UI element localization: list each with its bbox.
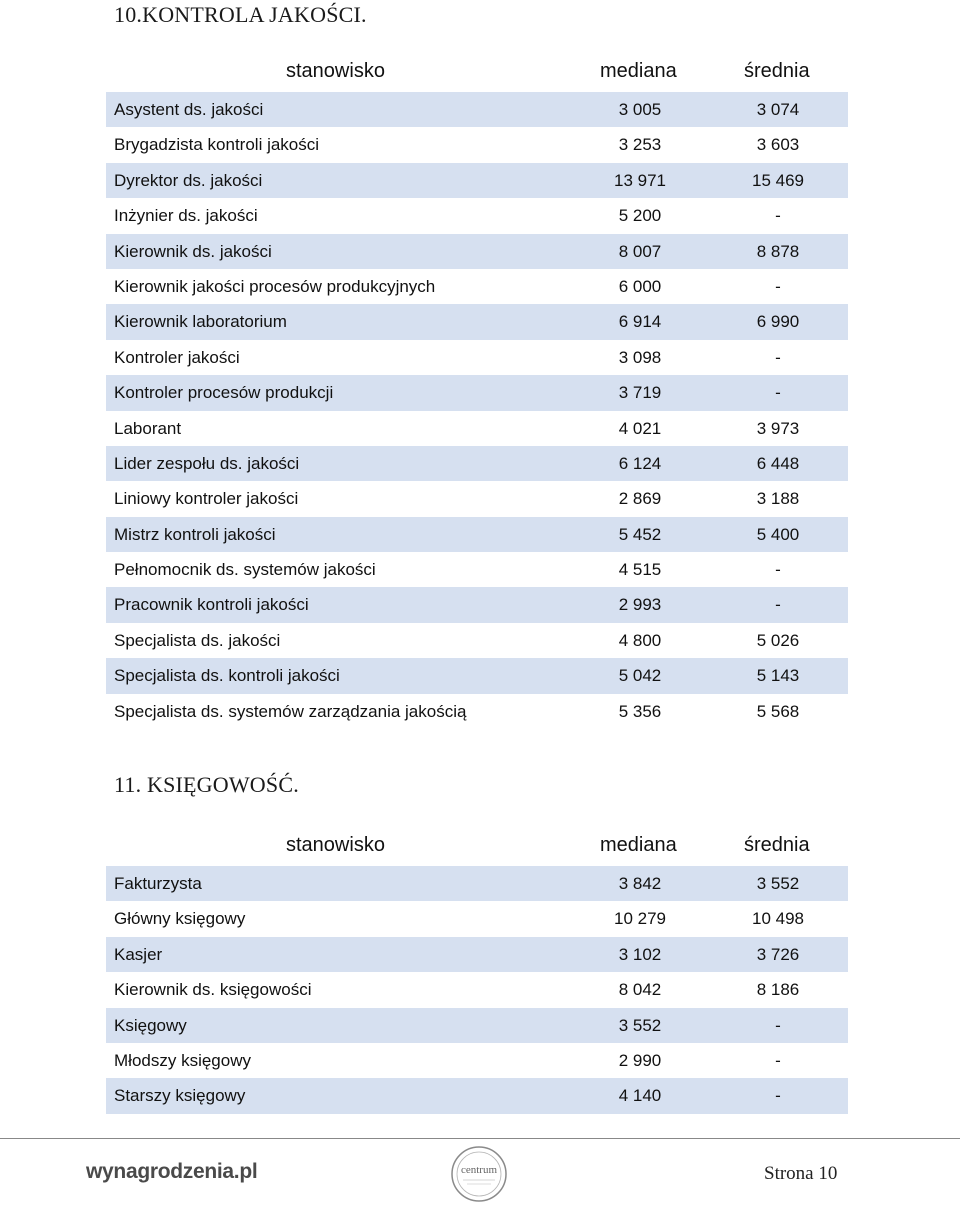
cell-srednia: 3 973 — [756, 418, 800, 438]
cell-mediana: 2 990 — [618, 1050, 662, 1070]
cell-mediana: 2 869 — [618, 489, 662, 509]
table-header — [106, 826, 848, 866]
cell-stanowisko: Kierownik jakości procesów produkcyjnych — [114, 276, 436, 296]
cell-stanowisko: Brygadzista kontroli jakości — [114, 135, 320, 155]
table-row — [106, 234, 848, 269]
cell-srednia: - — [775, 276, 781, 296]
cell-stanowisko: Główny księgowy — [114, 909, 246, 929]
cell-srednia: 3 603 — [756, 135, 800, 155]
table-row — [106, 694, 848, 729]
cell-stanowisko: Pełnomocnik ds. systemów jakości — [114, 560, 376, 580]
table-row — [106, 901, 848, 936]
table-row — [106, 587, 848, 622]
cell-srednia: - — [775, 1086, 781, 1106]
table-row — [106, 658, 848, 693]
cell-srednia: - — [775, 595, 781, 615]
header-srednia: średnia — [744, 60, 810, 82]
header-stanowisko: stanowisko — [286, 60, 385, 82]
cell-srednia: 5 143 — [756, 666, 800, 686]
header-mediana: mediana — [600, 834, 677, 856]
cell-srednia: - — [775, 1050, 781, 1070]
header-mediana: mediana — [600, 60, 677, 82]
table-row — [106, 127, 848, 162]
cell-srednia: - — [775, 206, 781, 226]
cell-srednia: 10 498 — [752, 909, 804, 929]
table-row — [106, 937, 848, 972]
cell-stanowisko: Dyrektor ds. jakości — [114, 170, 263, 190]
table-row — [106, 269, 848, 304]
table-row — [106, 1008, 848, 1043]
cell-mediana: 4 515 — [618, 560, 662, 580]
cell-stanowisko: Kierownik ds. księgowości — [114, 980, 312, 1000]
cell-stanowisko: Pracownik kontroli jakości — [114, 595, 309, 615]
section-title-ksiegowosc: 11. KSIĘGOWOŚĆ. — [114, 772, 299, 797]
cell-srednia: - — [775, 347, 781, 367]
page-number: Strona 10 — [764, 1163, 838, 1184]
header-srednia: średnia — [744, 834, 810, 856]
cell-srednia: 3 552 — [756, 874, 800, 893]
cell-mediana: 5 356 — [618, 701, 662, 721]
cell-srednia: 5 400 — [756, 524, 800, 544]
cell-stanowisko: Specjalista ds. kontroli jakości — [114, 666, 340, 686]
cell-mediana: 3 005 — [618, 100, 662, 119]
cell-mediana: 4 800 — [618, 630, 662, 650]
cell-mediana: 2 993 — [618, 595, 662, 615]
cell-mediana: 3 552 — [618, 1015, 662, 1035]
table-body — [106, 92, 848, 729]
cell-stanowisko: Mistrz kontroli jakości — [114, 524, 276, 544]
table-row — [106, 517, 848, 552]
table-header — [106, 52, 848, 92]
table-row — [106, 1043, 848, 1078]
cell-srednia: 6 448 — [756, 453, 800, 473]
cell-srednia: 5 026 — [756, 630, 800, 650]
footer-divider — [0, 1138, 960, 1139]
centrum-logo-icon — [449, 1144, 509, 1204]
table-body — [106, 866, 848, 1114]
table-ksiegowosc — [106, 826, 848, 1114]
cell-mediana: 8 042 — [618, 980, 662, 1000]
cell-stanowisko: Liniowy kontroler jakości — [114, 489, 299, 509]
table-row — [106, 304, 848, 339]
table-row — [106, 411, 848, 446]
cell-mediana: 13 971 — [614, 170, 666, 190]
brand-logo-text: wynagrodzenia.pl — [86, 1160, 258, 1183]
logo-text: centrum — [460, 1164, 498, 1176]
cell-stanowisko: Kontroler procesów produkcji — [114, 383, 334, 403]
table-row — [106, 866, 848, 901]
table-row — [106, 163, 848, 198]
cell-stanowisko: Specjalista ds. systemów zarządzania jakością — [114, 701, 467, 721]
table-row — [106, 92, 848, 127]
cell-stanowisko: Kierownik laboratorium — [114, 312, 287, 332]
cell-mediana: 6 124 — [618, 453, 662, 473]
cell-srednia: - — [775, 1015, 781, 1035]
table-row — [106, 375, 848, 410]
section-title-kontrola-jakosci: 10.KONTROLA JAKOŚCI. — [114, 2, 367, 27]
cell-mediana: 3 842 — [618, 874, 662, 893]
cell-mediana: 6 914 — [618, 312, 662, 332]
cell-mediana: 3 719 — [618, 383, 662, 403]
cell-stanowisko: Fakturzysta — [114, 874, 202, 893]
cell-srednia: 8 878 — [756, 241, 800, 261]
cell-srednia: 3 188 — [756, 489, 800, 509]
cell-srednia: 15 469 — [752, 170, 804, 190]
cell-srednia: 8 186 — [756, 980, 800, 1000]
cell-srednia: 5 568 — [756, 701, 800, 721]
table-row — [106, 972, 848, 1007]
cell-mediana: 3 102 — [618, 944, 662, 964]
cell-stanowisko: Specjalista ds. jakości — [114, 630, 281, 650]
table-row — [106, 623, 848, 658]
cell-stanowisko: Starszy księgowy — [114, 1086, 246, 1106]
cell-mediana: 4 021 — [618, 418, 662, 438]
table-row — [106, 481, 848, 516]
cell-srednia: 6 990 — [756, 312, 800, 332]
cell-mediana: 5 200 — [618, 206, 662, 226]
cell-stanowisko: Księgowy — [114, 1015, 187, 1035]
cell-stanowisko: Inżynier ds. jakości — [114, 206, 258, 226]
cell-srednia: - — [775, 560, 781, 580]
table-row — [106, 446, 848, 481]
cell-mediana: 8 007 — [618, 241, 662, 261]
table-row — [106, 1078, 848, 1113]
cell-mediana: 4 140 — [618, 1086, 662, 1106]
cell-srednia: 3 726 — [756, 944, 800, 964]
cell-mediana: 3 253 — [618, 135, 662, 155]
cell-stanowisko: Lider zespołu ds. jakości — [114, 453, 300, 473]
cell-mediana: 3 098 — [618, 347, 662, 367]
cell-stanowisko: Młodszy księgowy — [114, 1050, 251, 1070]
cell-srednia: 3 074 — [756, 100, 800, 119]
table-kontrola-jakosci — [106, 52, 848, 729]
cell-srednia: - — [775, 383, 781, 403]
cell-stanowisko: Asystent ds. jakości — [114, 100, 264, 119]
table-row — [106, 198, 848, 233]
cell-stanowisko: Laborant — [114, 418, 182, 438]
cell-mediana: 5 452 — [618, 524, 662, 544]
cell-mediana: 5 042 — [618, 666, 662, 686]
cell-stanowisko: Kasjer — [114, 944, 163, 964]
cell-stanowisko: Kontroler jakości — [114, 347, 240, 367]
table-row — [106, 340, 848, 375]
header-stanowisko: stanowisko — [286, 834, 385, 856]
cell-stanowisko: Kierownik ds. jakości — [114, 241, 272, 261]
cell-mediana: 10 279 — [614, 909, 666, 929]
cell-mediana: 6 000 — [618, 276, 662, 296]
table-row — [106, 552, 848, 587]
